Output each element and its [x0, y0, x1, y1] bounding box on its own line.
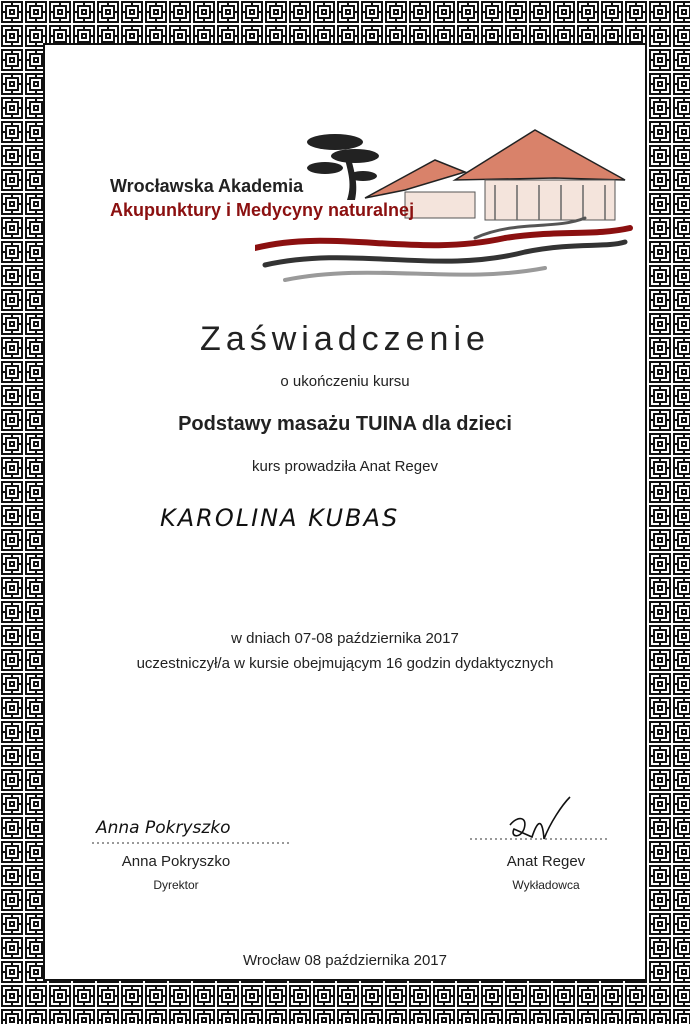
certificate-title: Zaświadczenie	[200, 320, 490, 358]
bonsai-tree-icon	[307, 134, 379, 200]
course-hours: uczestniczył/a w kursie obejmującym 16 godzin dydaktycznych	[136, 655, 554, 672]
lecturer-name: Anat Regev	[506, 853, 586, 870]
certificate-subtitle: o ukończeniu kursu	[280, 373, 410, 390]
director-role: Dyrektor	[153, 878, 199, 892]
place-and-date: Wrocław 08 października 2017	[242, 952, 447, 969]
course-name: Podstawy masażu TUINA dla dzieci	[178, 413, 512, 435]
instructor-line: kurs prowadziła Anat Regev	[252, 458, 438, 475]
director-signature: Anna Pokryszko	[96, 818, 231, 838]
director-signature-line	[92, 840, 292, 846]
director-name: Anna Pokryszko	[121, 853, 231, 870]
lecturer-role: Wykładowca	[512, 878, 580, 892]
organization-name-line1: Wrocławska Akademia	[110, 176, 304, 196]
lecturer-signature	[470, 795, 610, 850]
participant-name: KAROLINA KUBAS	[160, 504, 400, 532]
course-dates: w dniach 07-08 października 2017	[231, 630, 459, 647]
waves-icon	[255, 218, 630, 280]
organization-name-line2: Akupunktury i Medycyny naturalnej	[110, 200, 415, 220]
